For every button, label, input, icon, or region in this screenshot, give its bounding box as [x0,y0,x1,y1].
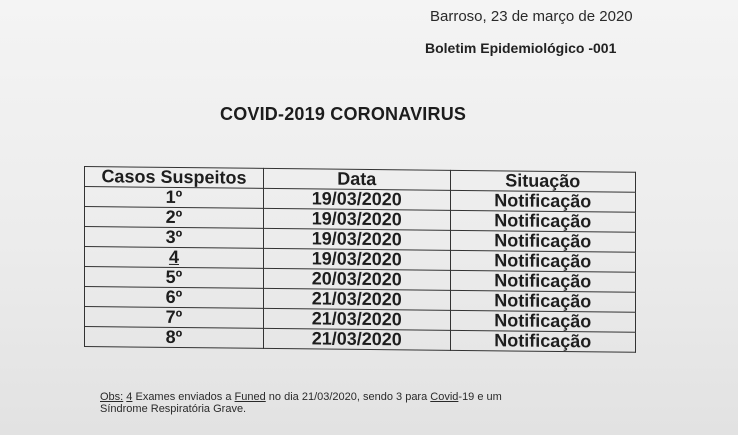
status-cell: Notificação [450,270,635,292]
date-cell: 19/03/2020 [263,228,450,250]
page-title: COVID-2019 CORONAVIRUS [220,104,467,124]
case-cell: 3º [85,227,264,249]
obs-count: 4 [126,391,133,403]
date-cell: 21/03/2020 [263,288,450,310]
obs-text-2: no dia 21/03/2020, sendo 3 para [265,391,431,403]
obs-line-2: Síndrome Respiratória Grave. [100,403,247,415]
case-cell: 2º [85,207,264,229]
status-cell: Notificação [450,250,635,272]
case-cell: 4 [85,247,264,269]
status-cell: Notificação [450,190,635,212]
date-cell: 21/03/2020 [263,308,450,330]
bulletin-number: Boletim Epidemiológico -001 [425,40,617,56]
suspected-cases-table [84,166,636,353]
case-cell: 6º [85,287,264,309]
obs-label: Obs: [100,391,124,403]
observation-note [100,391,620,415]
date-cell: 19/03/2020 [263,208,450,230]
case-cell: 7º [85,307,264,329]
obs-covid: Covid [430,391,459,403]
obs-text-1: Exames enviados a [132,391,235,403]
status-cell: Notificação [450,230,635,252]
date-cell: 19/03/2020 [263,248,450,270]
date-line: Barroso, 23 de março de 2020 [430,8,633,25]
case-cell: 8º [85,327,264,349]
obs-text-3: -19 e um [458,391,502,403]
date-cell: 19/03/2020 [263,188,450,210]
date-cell: 20/03/2020 [263,268,450,290]
case-cell: 5º [85,267,264,289]
status-cell: Notificação [450,330,635,352]
table-row [85,327,636,353]
status-cell: Notificação [450,210,635,232]
status-cell: Notificação [450,290,635,312]
header-date: Data [263,168,450,190]
obs-funed: Funed [234,391,266,403]
header-suspected-cases: Casos Suspeitos [85,167,264,189]
status-cell: Notificação [450,310,635,332]
date-cell: 21/03/2020 [263,328,450,350]
case-cell: 1º [85,187,264,209]
header-status: Situação [450,170,635,192]
